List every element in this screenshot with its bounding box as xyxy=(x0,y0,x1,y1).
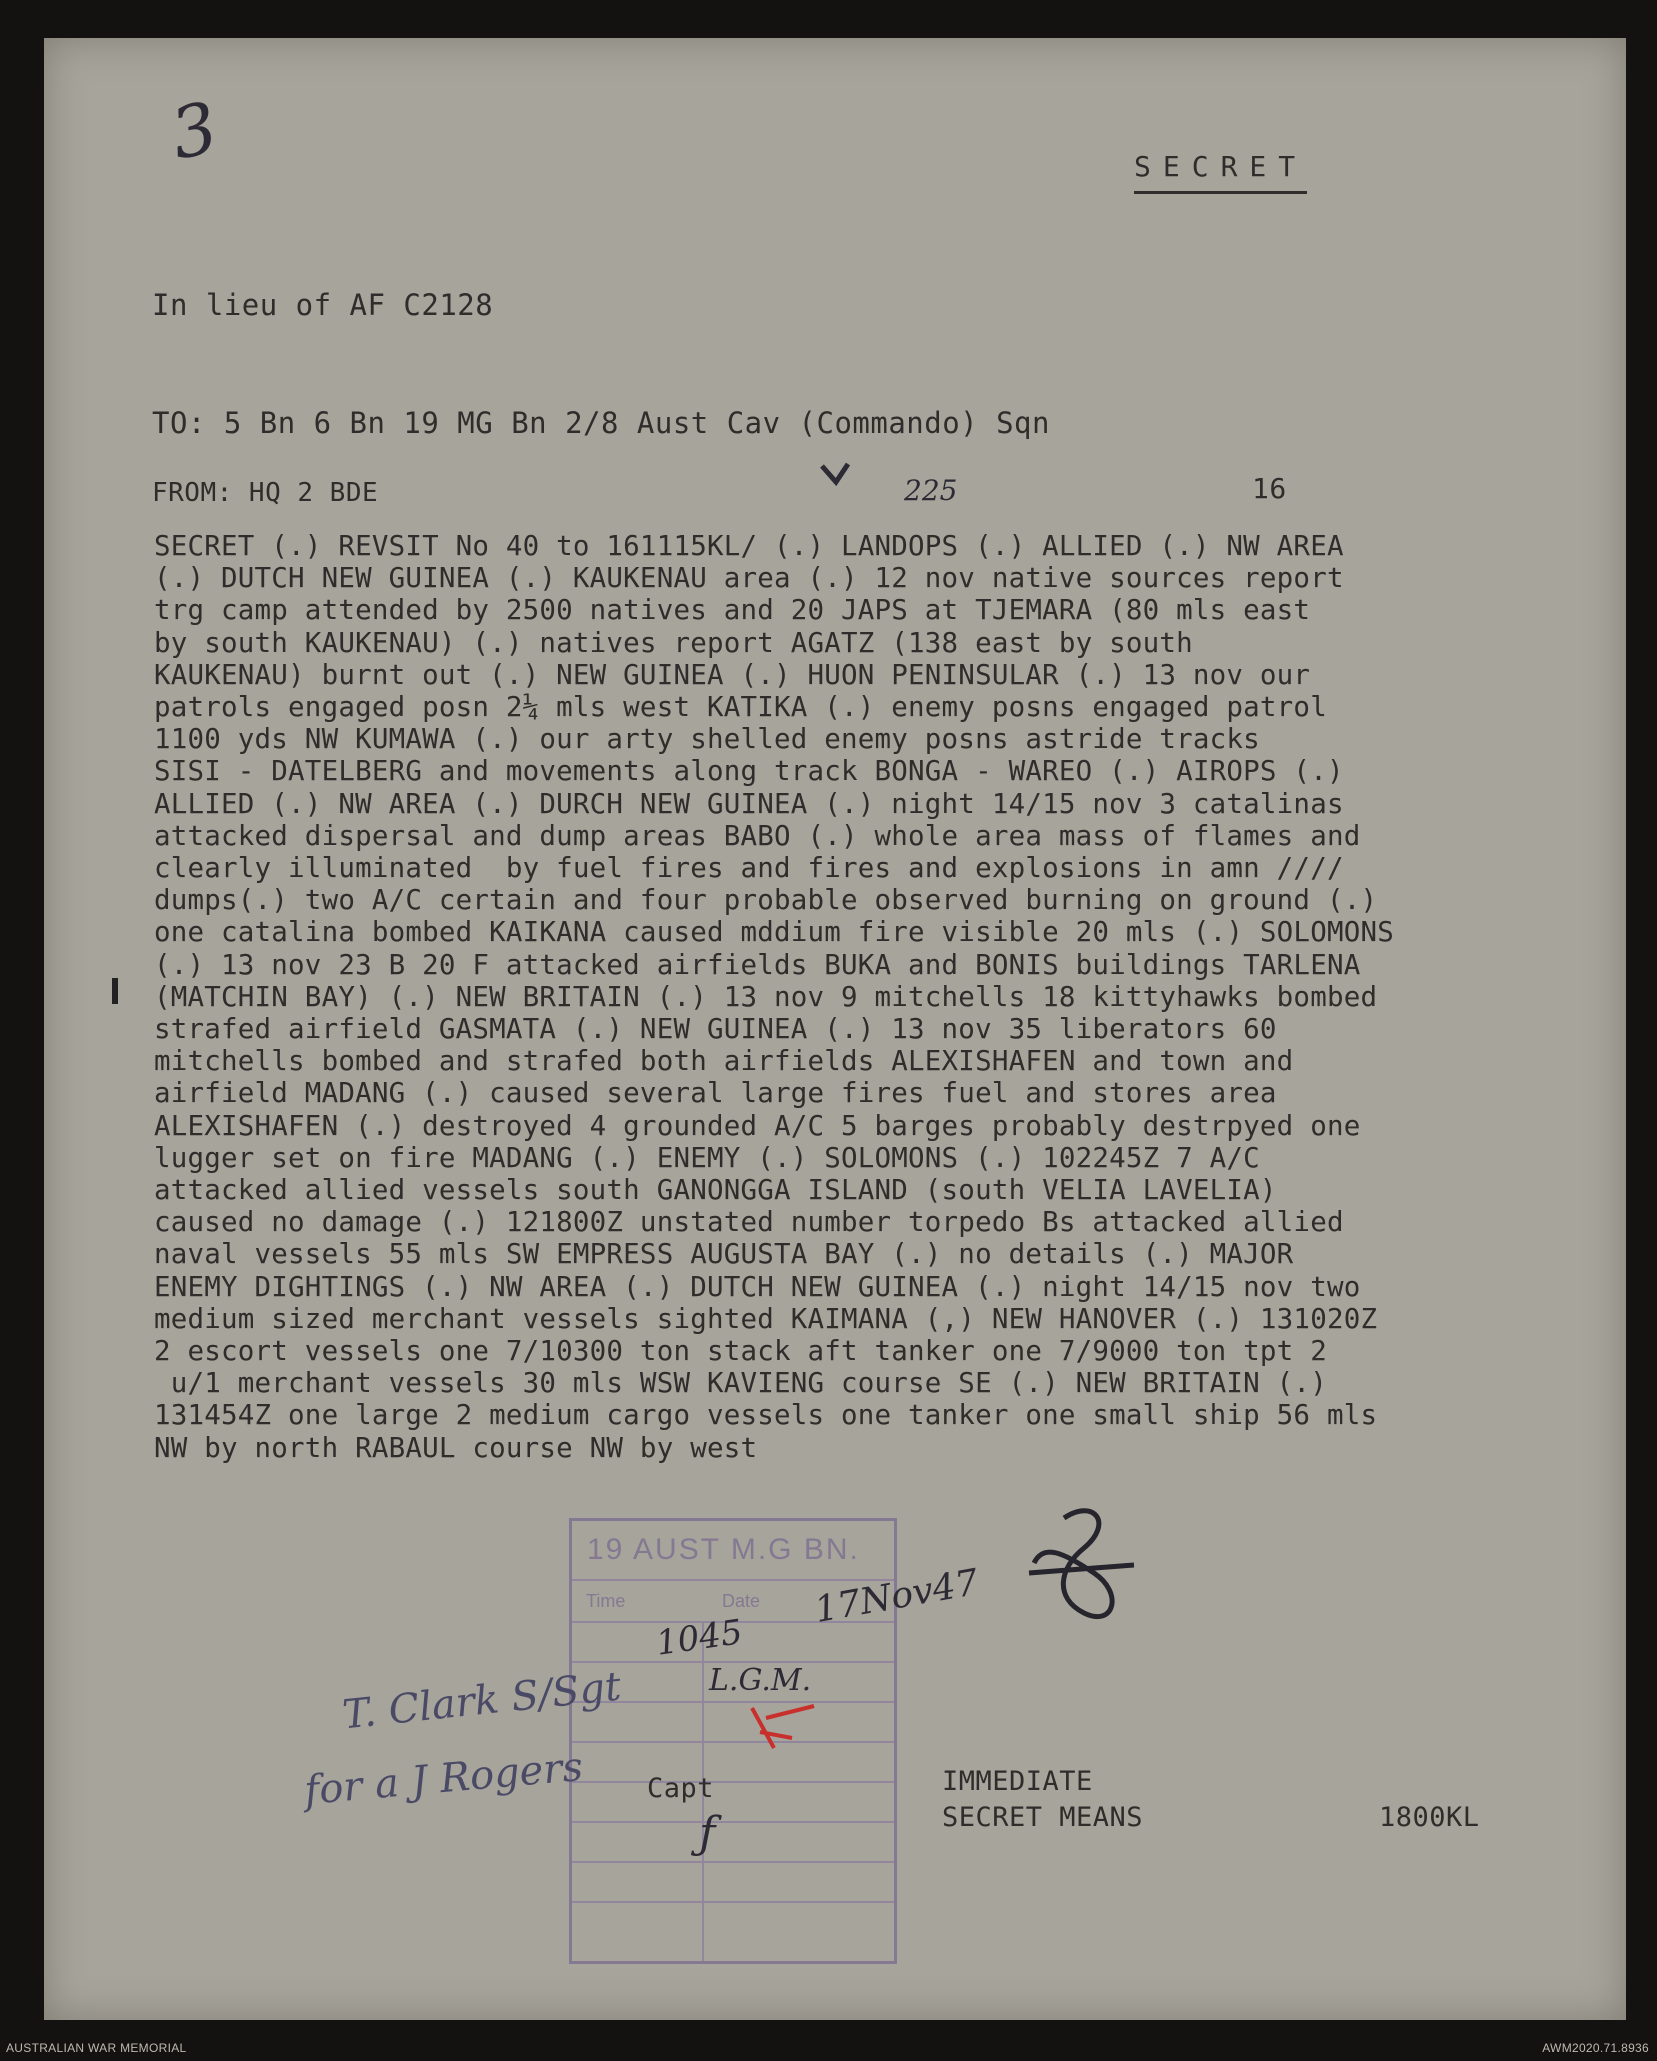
message-line: ENEMY DIGHTINGS (.) NW AREA (.) DUTCH NEW GUINEA (.) night 14/15 nov two xyxy=(154,1270,1361,1303)
stamp-time-entry: 1045 xyxy=(653,1612,745,1664)
message-line: airfield MADANG (.) caused several large fires fuel and stores area xyxy=(154,1077,1277,1110)
stamp-date-entry: 17Nov47 xyxy=(811,1561,982,1632)
punch-mark xyxy=(112,978,118,1004)
message-line: naval vessels 55 mls SW EMPRESS AUGUSTA BAY (.) no details (.) MAJOR xyxy=(154,1238,1294,1271)
message-line: trg camp attended by 2500 natives and 20 JAPS at TJEMARA (80 mls east xyxy=(154,594,1311,627)
tick-mark-icon xyxy=(816,456,856,496)
document-page xyxy=(44,38,1626,2020)
message-line: attacked dispersal and dump areas BABO (.) whole area mass of flames and xyxy=(154,819,1361,852)
dispatch-time: 1800KL xyxy=(1379,1802,1480,1833)
page-mark: 3 xyxy=(163,86,225,176)
signature-rank: Capt xyxy=(647,1773,715,1804)
message-line: lugger set on fire MADANG (.) ENEMY (.) SOLOMONS (.) 102245Z 7 A/C xyxy=(154,1141,1260,1174)
serial-number: 16 xyxy=(1252,472,1287,505)
message-line: attacked allied vessels south GANONGGA ISLAND (south VELIA LAVELIA) xyxy=(154,1174,1277,1207)
stamp-date-label: Date xyxy=(722,1591,761,1611)
message-body xyxy=(154,530,1394,1464)
stamp-rule xyxy=(572,1741,894,1743)
message-line: 2 escort vessels one 7/10300 ton stack aft tanker one 7/9000 ton tpt 2 xyxy=(154,1335,1327,1368)
message-line: mitchells bombed and strafed both airfields ALEXISHAFEN and town and xyxy=(154,1045,1294,1078)
stamp-unit: 19 AUST M.G BN. xyxy=(587,1533,860,1566)
to-line: TO: 5 Bn 6 Bn 19 MG Bn 2/8 Aust Cav (Commando) Sqn xyxy=(152,406,1050,440)
stamp-initials: L.G.M. xyxy=(709,1663,812,1698)
message-line: dumps(.) two A/C certain and four probable observed burning on ground (.) xyxy=(154,884,1378,917)
message-line: (.) 13 nov 23 B 20 F attacked airfields BUKA and BONIS buildings TARLENA xyxy=(154,948,1361,981)
message-line: SISI - DATELBERG and movements along track BONGA - WAREO (.) AIROPS (.) xyxy=(154,755,1344,788)
signature-scribble-icon xyxy=(1024,1503,1144,1643)
stamp-rule xyxy=(572,1781,894,1783)
footer-left-credit: AUSTRALIAN WAR MEMORIAL xyxy=(6,2041,187,2055)
message-line: ALLIED (.) NW AREA (.) DURCH NEW GUINEA (.) night 14/15 nov 3 catalinas xyxy=(154,787,1344,820)
stamp-rule xyxy=(572,1821,894,1823)
message-line: clearly illuminated by fuel fires and fires and explosions in amn //// xyxy=(154,852,1344,885)
stamp-time-label: Time xyxy=(586,1591,626,1611)
stamp-rule xyxy=(572,1579,894,1581)
form-reference: In lieu of AF C2128 xyxy=(152,288,494,322)
from-line: FROM: HQ 2 BDE xyxy=(152,478,379,508)
message-line: NW by north RABAUL course NW by west xyxy=(154,1431,758,1464)
red-mark-icon xyxy=(744,1698,824,1758)
message-line: ALEXISHAFEN (.) destroyed 4 grounded A/C 5 barges probably destrpyed one xyxy=(154,1109,1361,1142)
message-line: (MATCHIN BAY) (.) NEW BRITAIN (.) 13 nov 9 mitchells 18 kittyhawks bombed xyxy=(154,980,1378,1013)
message-line: SECRET (.) REVSIT No 40 to 161115KL/ (.) LANDOPS (.) ALLIED (.) NW AREA xyxy=(154,530,1344,562)
precedence-line-1: IMMEDIATE xyxy=(942,1766,1093,1797)
handwritten-reference: 225 xyxy=(904,474,958,507)
message-line: 1100 yds NW KUMAWA (.) our arty shelled enemy posns astride tracks xyxy=(154,723,1260,756)
message-line: by south KAUKENAU) (.) natives report AGATZ (138 east by south xyxy=(154,626,1193,659)
message-line: medium sized merchant vessels sighted KAIMANA (,) NEW HANOVER (.) 131020Z xyxy=(154,1302,1378,1335)
message-line: 131454Z one large 2 medium cargo vessels one tanker one small ship 56 mls xyxy=(154,1399,1378,1432)
stamp-rule xyxy=(572,1901,894,1903)
initial-mark: ƒ xyxy=(699,1808,716,1859)
message-line: (.) DUTCH NEW GUINEA (.) KAUKENAU area (.) 12 nov native sources report xyxy=(154,562,1344,595)
precedence-line-2: SECRET MEANS xyxy=(942,1802,1144,1833)
classification-heading: SECRET xyxy=(1134,150,1307,194)
message-line: patrols engaged posn 2¼ mls west KATIKA (.) enemy posns engaged patrol xyxy=(154,691,1327,724)
signature-line-2: for a J Rogers xyxy=(302,1743,585,1815)
signature-line-1: T. Clark S/Sgt xyxy=(340,1663,624,1739)
message-line: one catalina bombed KAIKANA caused mddium fire visible 20 mls (.) SOLOMONS xyxy=(154,916,1394,949)
message-line: caused no damage (.) 121800Z unstated number torpedo Bs attacked allied xyxy=(154,1206,1344,1239)
message-line: u/1 merchant vessels 30 mls WSW KAVIENG course SE (.) NEW BRITAIN (.) xyxy=(154,1367,1327,1400)
stamp-rule xyxy=(572,1861,894,1863)
message-line: strafed airfield GASMATA (.) NEW GUINEA (.) 13 nov 35 liberators 60 xyxy=(154,1013,1277,1046)
message-line: KAUKENAU) burnt out (.) NEW GUINEA (.) HUON PENINSULAR (.) 13 nov our xyxy=(154,658,1311,691)
footer-right-credit: AWM2020.71.8936 xyxy=(1542,2041,1649,2055)
